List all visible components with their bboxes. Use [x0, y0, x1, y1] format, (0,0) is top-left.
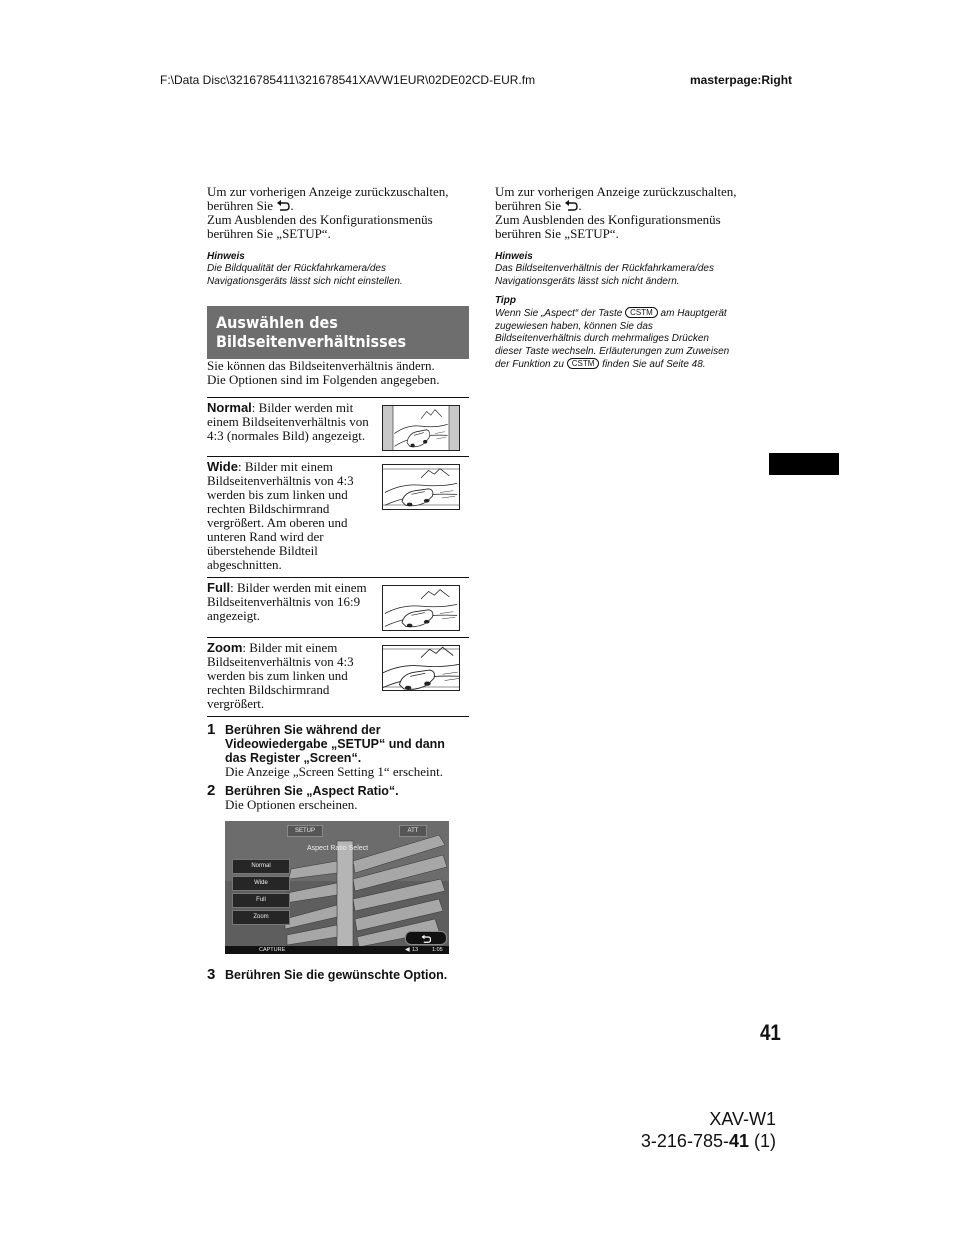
section-tab-marker	[769, 453, 839, 475]
screen-zoom-button[interactable]: Zoom	[232, 910, 290, 925]
back-icon	[420, 934, 432, 943]
section-title-line-2: Bildseitenverhältnisses	[216, 332, 407, 351]
intro-line-1: Um zur vorherigen Anzeige zurückzuschalten,	[207, 184, 449, 199]
step-3	[207, 968, 469, 982]
right-column	[495, 185, 765, 372]
header-masterpage: masterpage:Right	[690, 73, 793, 87]
section-intro: Sie können das Bildseitenverhältnis ändern. Die Optionen sind im Folgenden angegeben.	[207, 358, 440, 387]
cstm-key-icon: CSTM	[625, 307, 658, 318]
option-name: Normal	[207, 400, 252, 415]
step-instruction: Berühren Sie während der Videowiedergabe „SETUP“ und dann das Register „Screen“.	[225, 723, 445, 765]
screen-status-bar	[225, 946, 449, 954]
model-name: XAV-W1	[709, 1109, 776, 1129]
step-result: Die Anzeige „Screen Setting 1“ erscheint.	[225, 764, 444, 779]
step-2	[207, 784, 469, 812]
screen-volume: 13	[412, 947, 419, 953]
tip-text: Wenn Sie „Aspect“ der Taste CSTM am Hauptgerät zugewiesen haben, können Sie das Bildseitenverhältnis durch mehrmaliges Drücken dieser Taste wechseln. Erläuterungen zum Zuweisen der Funktion zu CSTM finden Sie auf Seite 48.	[495, 308, 730, 370]
step-instruction: Berühren Sie „Aspect Ratio“.	[225, 784, 399, 798]
back-icon	[564, 199, 578, 211]
page-number: 41	[760, 1020, 781, 1045]
screen-setup-tab[interactable]: SETUP	[287, 825, 323, 837]
note-text: Die Bildqualität der Rückfahrkamera/des Navigationsgeräts lässt sich nicht einstellen.	[207, 263, 403, 287]
tip-heading: Tipp	[495, 295, 516, 306]
step-result: Die Optionen erscheinen.	[225, 797, 358, 812]
intro-text: Um zur vorherigen Anzeige zurückzuschalten, berühren Sie . Zum Ausblenden des Konfigurationsmenüs berühren Sie „SETUP“.	[207, 184, 449, 241]
screen-title: Aspect Ratio Select	[307, 845, 369, 852]
aspect-normal-illustration	[382, 405, 460, 451]
cstm-key-icon: CSTM	[567, 358, 600, 369]
part-code: 3-216-785-41 (1)	[640, 1131, 776, 1151]
screen-back-button[interactable]	[405, 931, 447, 945]
step-instruction: Berühren Sie die gewünschte Option.	[225, 968, 448, 982]
option-name: Zoom	[207, 640, 243, 655]
section-title-line-1: Auswählen des	[216, 313, 338, 332]
intro-line-4: berühren Sie „SETUP“.	[207, 226, 331, 241]
volume-icon: ◀	[405, 947, 410, 953]
note-text: Das Bildseitenverhältnis der Rückfahrkamera/des Navigationsgeräts lässt sich nicht ändern.	[495, 263, 714, 287]
option-normal: Normal: Bilder werden mit einem Bildseitenverhältnis von 4:3 (normales Bild) angezeigt.	[207, 397, 469, 456]
header-file-path: F:\Data Disc\3216785411\321678541XAVW1EUR\02DE02CD-EUR.fm	[160, 73, 536, 87]
screen-wide-button[interactable]: Wide	[232, 876, 290, 891]
aspect-ratio-screenshot	[225, 821, 449, 954]
option-name: Wide	[207, 459, 238, 474]
screen-full-button[interactable]: Full	[232, 893, 290, 908]
options-bottom-rule	[207, 716, 469, 717]
intro-line-3: Zum Ausblenden des Konfigurationsmenüs	[207, 212, 433, 227]
step-number: 1	[207, 721, 216, 738]
option-name: Full	[207, 580, 231, 595]
step-1	[207, 723, 469, 779]
option-full: Full: Bilder werden mit einem Bildseitenverhältnis von 16:9 angezeigt.	[207, 577, 469, 637]
step-number: 2	[207, 782, 216, 799]
section-title-bar	[207, 306, 469, 359]
intro-text: Um zur vorherigen Anzeige zurückzuschalten, berühren Sie . Zum Ausblenden des Konfigurationsmenüs berühren Sie „SETUP“.	[495, 184, 737, 241]
screen-att-button[interactable]: ATT	[399, 825, 427, 837]
screen-capture-label: CAPTURE	[259, 947, 286, 953]
note-heading: Hinweis	[207, 251, 245, 262]
option-zoom: Zoom: Bilder mit einem Bildseitenverhältnis von 4:3 werden bis zum linken und rechten Bildschirmrand vergrößert.	[207, 637, 469, 716]
intro-line-2: berühren Sie	[207, 198, 274, 213]
back-icon	[276, 199, 290, 211]
left-column	[207, 185, 469, 982]
aspect-zoom-illustration	[382, 645, 460, 691]
aspect-wide-illustration	[382, 464, 460, 510]
note-heading: Hinweis	[495, 251, 533, 262]
screen-normal-button[interactable]: Normal	[232, 859, 290, 874]
step-number: 3	[207, 966, 216, 983]
option-wide: Wide: Bilder mit einem Bildseitenverhältnis von 4:3 werden bis zum linken und rechten Bildschirmrand vergrößert. Am oberen und unteren Rand wird der überstehende Bildteil abgeschnitten.	[207, 456, 469, 577]
screen-clock: 1:05	[432, 947, 443, 953]
aspect-full-illustration	[382, 585, 460, 631]
